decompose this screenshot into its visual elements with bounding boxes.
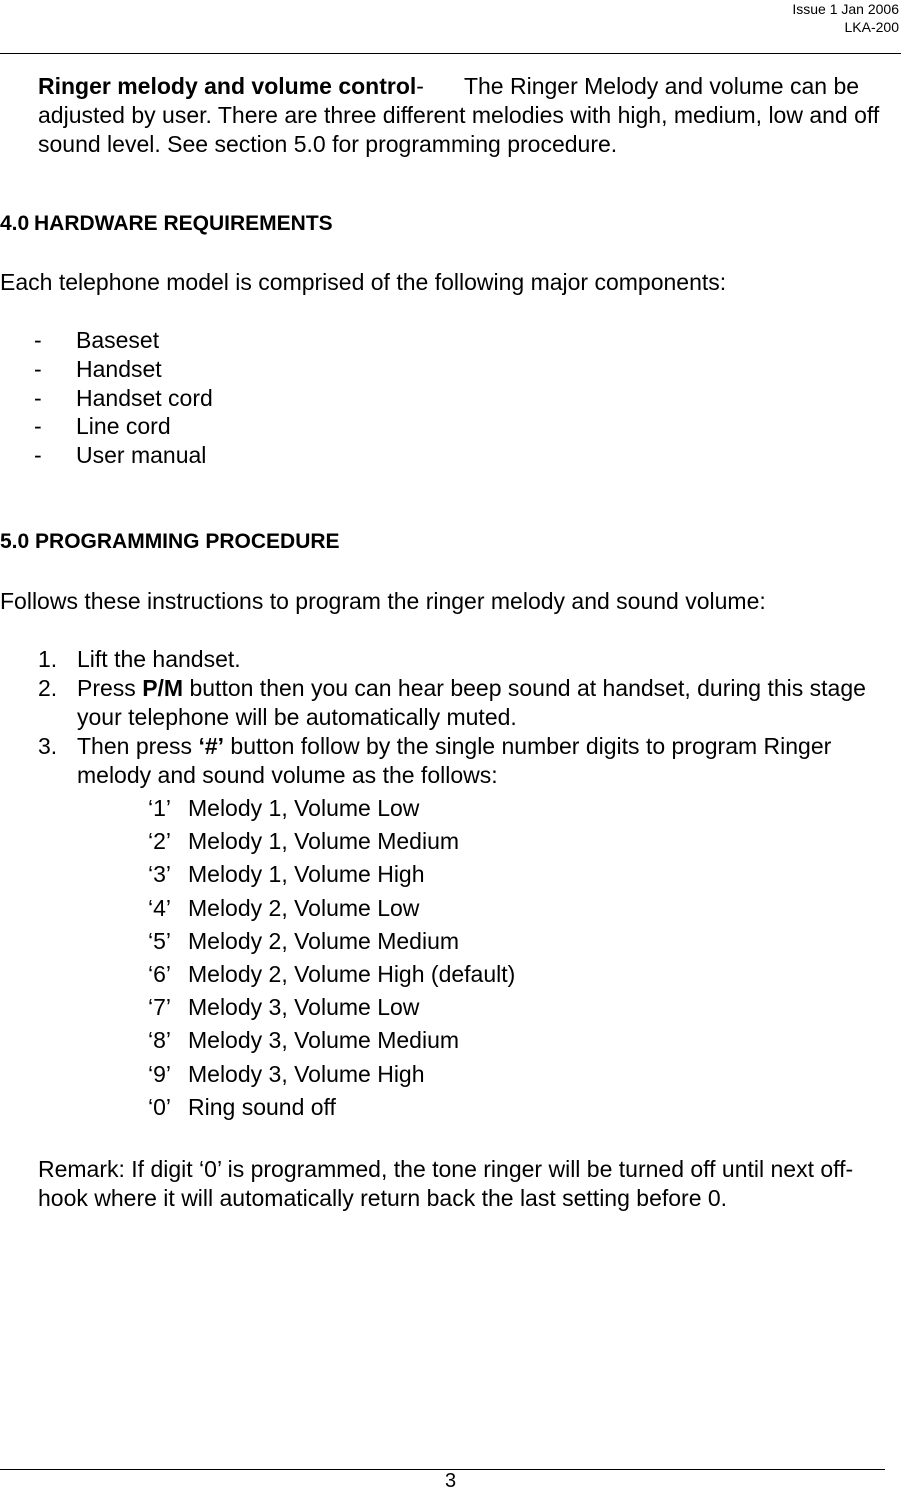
- list-item: [34, 355, 213, 384]
- code-description: Melody 1, Volume Medium: [188, 828, 460, 855]
- code-description: Melody 1, Volume Low: [188, 795, 420, 821]
- digit-code: ‘1’: [148, 795, 172, 821]
- component-label: User manual: [76, 442, 207, 469]
- digit-code: ‘0’: [148, 1093, 172, 1120]
- list-dash: -: [34, 327, 42, 353]
- digit-code: ‘2’: [148, 828, 172, 855]
- code-description: Melody 2, Volume High (default): [188, 961, 516, 988]
- component-label: Baseset: [76, 327, 160, 353]
- code-row: [148, 892, 515, 925]
- step-number: 3.: [38, 733, 58, 759]
- section-4-heading: [0, 212, 333, 236]
- section-4-number: 4.0: [0, 212, 30, 235]
- step-item: [38, 732, 900, 790]
- digit-code: ‘6’: [148, 961, 172, 988]
- list-item: [34, 441, 213, 470]
- step-text: [77, 674, 900, 732]
- model-number: LKA-200: [844, 19, 899, 35]
- code-description: Ring sound off: [188, 1093, 336, 1120]
- code-row: [148, 925, 515, 958]
- step-text-post: button then you can hear beep sound at handset, during this stage your telephone will be automatically muted.: [77, 675, 866, 730]
- step-text-pre: Press: [77, 675, 143, 701]
- code-description: Melody 3, Volume Low: [188, 994, 420, 1021]
- list-dash: -: [34, 442, 42, 469]
- step-text: [77, 732, 900, 790]
- step-list: [38, 645, 900, 790]
- intro-text-first: The Ringer Melody and volume can: [463, 73, 828, 99]
- code-row: [148, 991, 515, 1024]
- section-5-lead: Follows these instructions to program the ringer melody and sound volume:: [0, 588, 766, 614]
- list-item: [34, 384, 213, 413]
- intro-text-rest: be adjusted by user. There are three different melodies with high, medium, low and off sound level. See section 5.0 for programming procedure.: [38, 73, 880, 157]
- digit-code: ‘5’: [148, 927, 172, 954]
- issue-date: Issue 1 Jan 2006: [792, 1, 899, 17]
- code-row: [148, 1091, 515, 1124]
- hash-key-label: ‘#’: [198, 733, 225, 759]
- intro-paragraph: [38, 72, 888, 159]
- digit-code: ‘4’: [148, 894, 172, 921]
- pm-key-label: P/M: [142, 675, 184, 701]
- page-header: [792, 0, 899, 36]
- code-description: Melody 2, Volume Medium: [188, 927, 460, 954]
- list-dash: -: [34, 355, 42, 382]
- digit-code: ‘7’: [148, 994, 172, 1021]
- step-item: [38, 674, 900, 732]
- step-number: 1.: [38, 646, 58, 672]
- code-description: Melody 3, Volume Medium: [188, 1027, 460, 1054]
- list-dash: -: [34, 384, 42, 411]
- intro-title: Ringer melody and volume control: [38, 73, 417, 99]
- code-description: Melody 2, Volume Low: [188, 894, 420, 921]
- section-4-lead: Each telephone model is comprised of the following major components:: [0, 269, 727, 295]
- code-row: [148, 958, 515, 991]
- melody-code-list: [148, 792, 515, 1124]
- code-row: [148, 825, 515, 858]
- step-text-pre: Then press: [77, 733, 199, 759]
- section-4-title: HARDWARE REQUIREMENTS: [34, 212, 333, 235]
- code-row: [148, 792, 515, 825]
- digit-code: ‘3’: [148, 861, 172, 888]
- step-item: [38, 645, 900, 674]
- code-row: [148, 1024, 515, 1057]
- intro-separator: -: [416, 73, 424, 99]
- step-text-post: button follow by the single number digits to program Ringer melody and sound volume as the follows:: [77, 733, 832, 788]
- component-label: Handset: [76, 355, 162, 382]
- component-label: Line cord: [76, 413, 171, 440]
- header-rule: [0, 53, 901, 54]
- list-item: [34, 326, 213, 355]
- code-description: Melody 3, Volume High: [188, 1060, 425, 1087]
- code-row: [148, 1058, 515, 1091]
- digit-code: ‘8’: [148, 1027, 172, 1054]
- step-number: 2.: [38, 675, 58, 701]
- remark-paragraph: Remark: If digit ‘0’ is programmed, the tone ringer will be turned off until next off-hook where it will automatically return back the last setting before 0.: [38, 1156, 854, 1211]
- component-list: [34, 326, 213, 470]
- page-number: 3: [444, 1470, 457, 1492]
- code-description: Melody 1, Volume High: [188, 861, 425, 888]
- code-row: [148, 858, 515, 891]
- digit-code: ‘9’: [148, 1060, 172, 1087]
- component-label: Handset cord: [76, 384, 213, 411]
- list-item: [34, 412, 213, 441]
- section-5-heading: 5.0 PROGRAMMING PROCEDURE: [0, 530, 340, 553]
- list-dash: -: [34, 413, 42, 440]
- step-text: Lift the handset.: [77, 646, 241, 672]
